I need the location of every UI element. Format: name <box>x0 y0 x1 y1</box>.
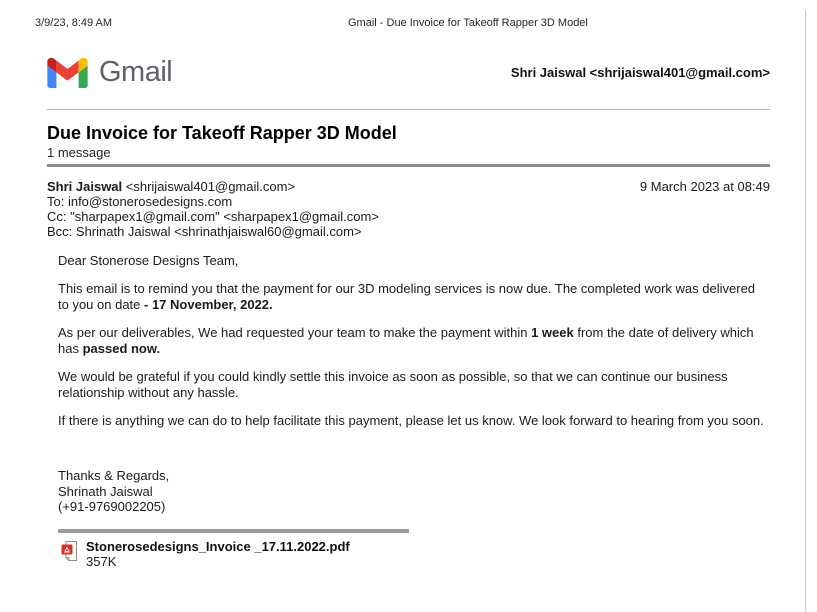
attachment-info <box>86 539 350 569</box>
gmail-brand-row <box>47 57 770 88</box>
email-content <box>0 57 817 569</box>
gmail-brand <box>47 56 172 89</box>
body-paragraph: This email is to remind you that the payment for our 3D modeling services is now due. The completed work was delivered to you on date - 17 November, 2022. <box>58 281 756 312</box>
signature-line: Thanks & Regards, <box>58 468 170 483</box>
email-body <box>58 253 764 429</box>
message-count: 1 message <box>47 145 111 160</box>
body-paragraph: We would be grateful if you could kindly settle this invoice as soon as possible, so that we can continue our business relationship without any hassle. <box>58 369 728 400</box>
gmail-m-logo-icon <box>47 57 88 88</box>
print-page-title: Gmail - Due Invoice for Takeoff Rapper 3D Model <box>348 17 588 29</box>
body-paragraph: If there is anything we can do to help facilitate this payment, please let us know. We look forward to hearing from you soon. <box>58 413 764 428</box>
page-edge-divider <box>805 10 806 612</box>
account-owner: Shri Jaiswal <shrijaiswal401@gmail.com> <box>510 65 770 80</box>
pdf-file-icon <box>61 541 77 561</box>
header-divider <box>47 109 770 110</box>
attachment-divider <box>58 529 409 533</box>
message-date: 9 March 2023 at 08:49 <box>639 179 770 194</box>
signature-block <box>58 468 770 515</box>
bcc-field: Bcc: Shrinath Jaiswal <shrinathjaiswal60@gmail.com> <box>47 224 362 239</box>
signature-line: Shrinath Jaiswal <box>58 483 153 499</box>
due-date-bold: - 17 November, 2022. <box>144 297 273 312</box>
attachment-filename: Stonerosedesigns_Invoice _17.11.2022.pdf <box>86 538 350 554</box>
subject-divider <box>47 164 770 167</box>
passed-now-bold: passed now. <box>82 341 161 356</box>
attachment-row <box>61 539 770 569</box>
print-datetime: 3/9/23, 8:49 AM <box>35 17 113 29</box>
body-paragraph: As per our deliverables, We had requested your team to make the payment within 1 week from the date of delivery which has passed now. <box>58 325 754 356</box>
body-paragraph: Dear Stonerose Designs Team, <box>58 253 239 268</box>
one-week-bold: 1 week <box>531 325 574 340</box>
signature-line: (+91-9769002205) <box>58 499 166 514</box>
cc-field: Cc: "sharpapex1@gmail.com" <sharpapex1@gmail.com> <box>47 209 379 224</box>
attachment-size: 357K <box>86 553 117 569</box>
from-row <box>47 179 770 194</box>
gmail-wordmark: Gmail <box>99 56 173 88</box>
message-headers <box>47 179 770 239</box>
email-subject: Due Invoice for Takeoff Rapper 3D Model <box>47 123 397 143</box>
to-field: To: info@stonerosedesigns.com <box>47 194 233 209</box>
from-email: <shrijaiswal401@gmail.com> <box>122 179 296 194</box>
from-name: Shri Jaiswal <box>47 179 123 194</box>
from-field <box>47 179 295 194</box>
